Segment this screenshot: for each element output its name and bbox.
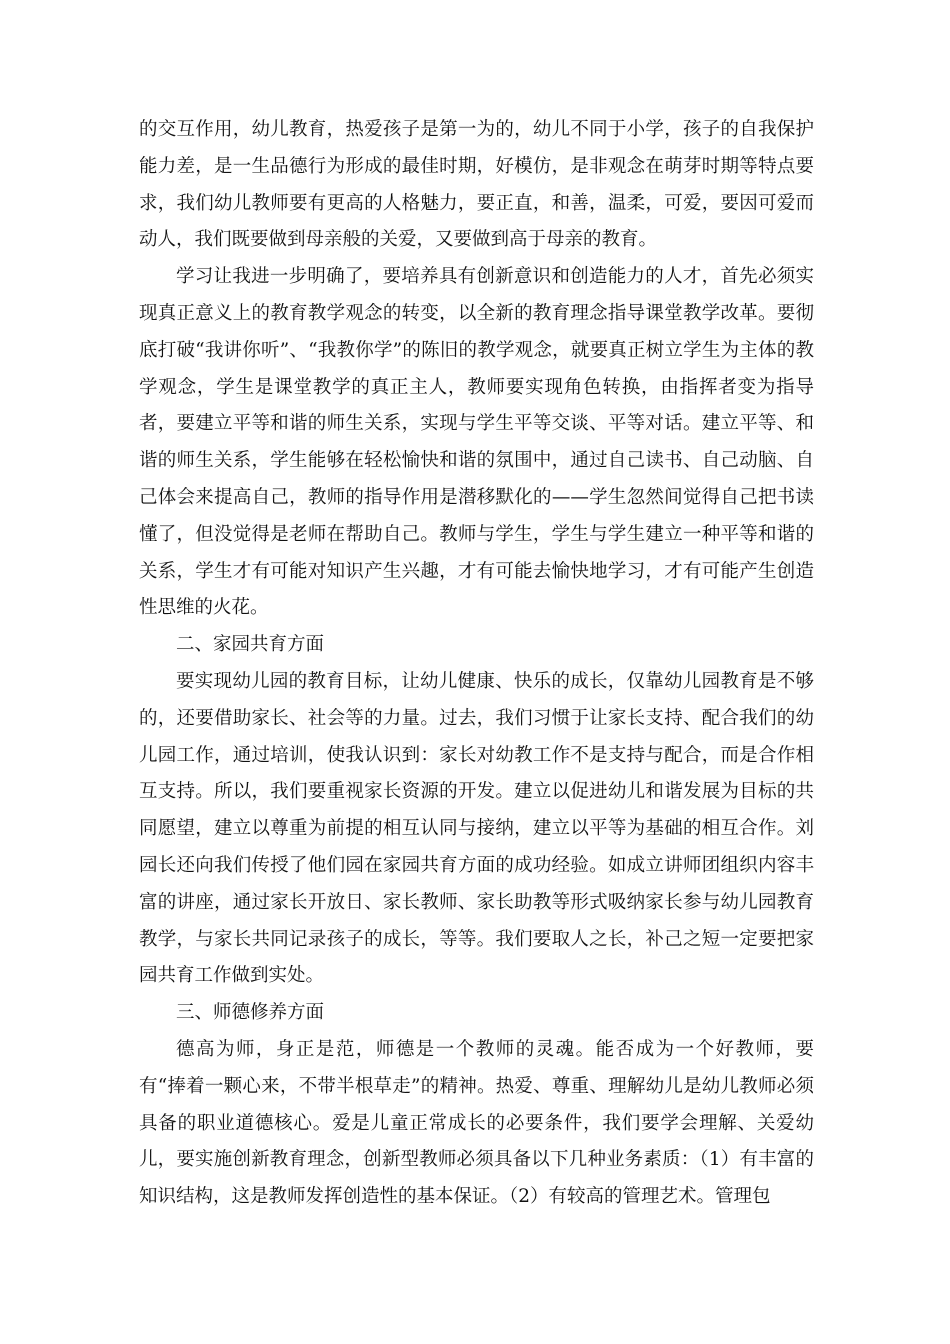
paragraph-continuation: 的交互作用，幼儿教育，热爱孩子是第一为的，幼儿不同于小学，孩子的自我保护能力差，是一生品德行为形成的最佳时期，好模仿，是非观念在萌芽时期等特点要求，我们幼儿教师要有更高的人格魅力，要正直，和善，温柔，可爱，要因可爱而动人，我们既要做到母亲般的关爱，又要做到高于母亲的教育。 [139,119,814,251]
paragraph-teacher-ethics: 德高为师，身正是范，师德是一个教师的灵魂。能否成为一个好教师，要有“捧着一颗心来，不带半根草走”的精神。热爱、尊重、理解幼儿是幼儿教师必须具备的职业道德核心。爱是儿童正常成长的必要条件，我们要学会理解、关爱幼儿，要实施创新教育理念，创新型教师必须具备以下几种业务素质：（1）有丰富的知识结构，这是教师发挥创造性的基本保证。（2）有较高的管理艺术。管理包 [139,1038,814,1208]
section-heading-teacher-ethics: 三、师德修养方面 [176,1002,325,1024]
paragraph-home-school: 要实现幼儿园的教育目标，让幼儿健康、快乐的成长，仅靠幼儿园教育是不够的，还要借助家长、社会等的力量。过去，我们习惯于让家长支持、配合我们的幼儿园工作，通过培训，使我认识到：家长对幼教工作不是支持与配合，而是合作相互支持。所以，我们要重视家长资源的开发。建立以促进幼儿和谐发展为目标的共同愿望，建立以尊重为前提的相互认同与接纳，建立以平等为基础的相互合作。刘园长还向我们传授了他们园在家园共育方面的成功经验。如成立讲师团组织内容丰富的讲座，通过家长开放日、家长教师、家长助教等形式吸纳家长参与幼儿园教育教学，与家长共同记录孩子的成长，等等。我们要取人之长，补己之短一定要把家园共育工作做到实处。 [139,670,814,987]
document-page [139,112,814,1216]
paragraph-learning-reflection: 学习让我进一步明确了，要培养具有创新意识和创造能力的人才，首先必须实现真正意义上的教育教学观念的转变，以全新的教育理念指导课堂教学改革。要彻底打破“我讲你听”、“我教你学”的陈旧的教学观念，就要真正树立学生为主体的教学观念，学生是课堂教学的真正主人，教师要实现角色转换，由指挥者变为指导者，要建立平等和谐的师生关系，实现与学生平等交谈、平等对话。建立平等、和谐的师生关系，学生能够在轻松愉快和谐的氛围中，通过自己读书、自己动脑、自己体会来提高自己，教师的指导作用是潜移默化的——学生忽然间觉得自己把书读懂了，但没觉得是老师在帮助自己。教师与学生，学生与学生建立一种平等和谐的关系，学生才有可能对知识产生兴趣，才有可能去愉快地学习，才有可能产生创造性思维的火花。 [139,266,814,619]
section-heading-home-school: 二、家园共育方面 [176,634,325,656]
